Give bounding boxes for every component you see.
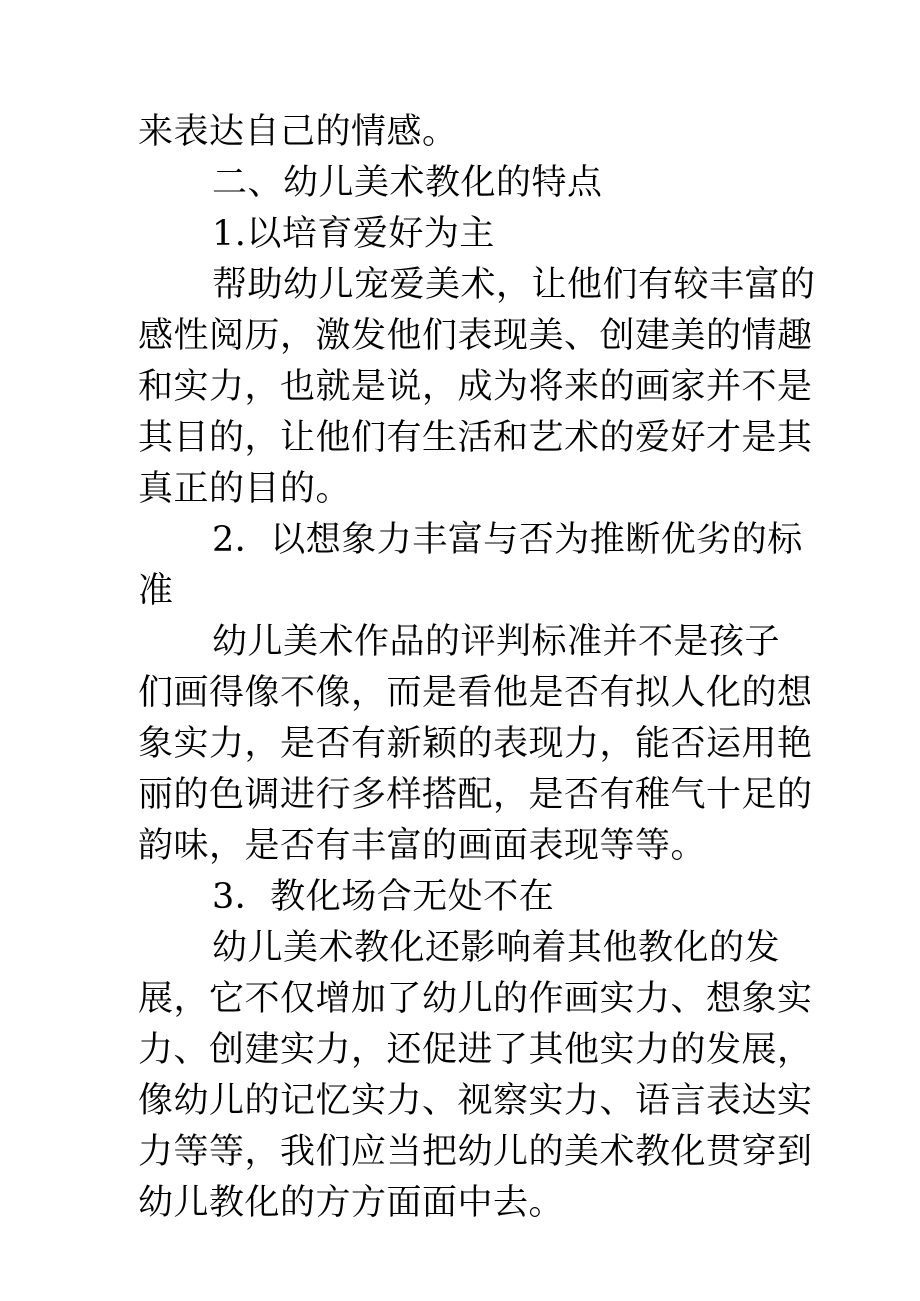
subsection-heading: 2．以想象力丰富与否为推断优劣的标 [212,520,803,560]
paragraph-line: 和实力，也就是说，成为将来的画家并不是 [138,367,813,407]
paragraph-line: 幼儿教化的方方面面中去。 [138,1183,565,1223]
subsection-heading: 3．教化场合无处不在 [212,877,555,917]
paragraph-line: 其目的，让他们有生活和艺术的爱好才是其 [138,418,813,458]
paragraph-line: 丽的色调进行多样搭配，是否有稚气十足的 [138,775,813,815]
subsection-heading-continued: 准 [138,571,174,611]
paragraph-line: 幼儿美术教化还影响着其他教化的发 [212,928,781,968]
paragraph-line: 来表达自己的情感。 [138,112,458,152]
paragraph-line: 韵味，是否有丰富的画面表现等等。 [138,826,707,866]
paragraph-line: 象实力，是否有新颖的表现力，能否运用艳 [138,724,813,764]
paragraph-line: 帮助幼儿宠爱美术，让他们有较丰富的 [212,265,816,305]
paragraph-line: 像幼儿的记忆实力、视察实力、语言表达实 [138,1081,813,1121]
section-heading: 二、幼儿美术教化的特点 [212,163,603,203]
paragraph-line: 力等等，我们应当把幼儿的美术教化贯穿到 [138,1132,813,1172]
paragraph-line: 感性阅历，激发他们表现美、创建美的情趣 [138,316,813,356]
paragraph-line: 力、创建实力，还促进了其他实力的发展， [138,1030,813,1070]
paragraph-line: 幼儿美术作品的评判标准并不是孩子 [212,622,781,662]
paragraph-line: 真正的目的。 [138,469,352,509]
paragraph-line: 们画得像不像，而是看他是否有拟人化的想 [138,673,813,713]
subsection-heading: 1.以培育爱好为主 [212,214,495,254]
paragraph-line: 展，它不仅增加了幼儿的作画实力、想象实 [138,979,813,1019]
